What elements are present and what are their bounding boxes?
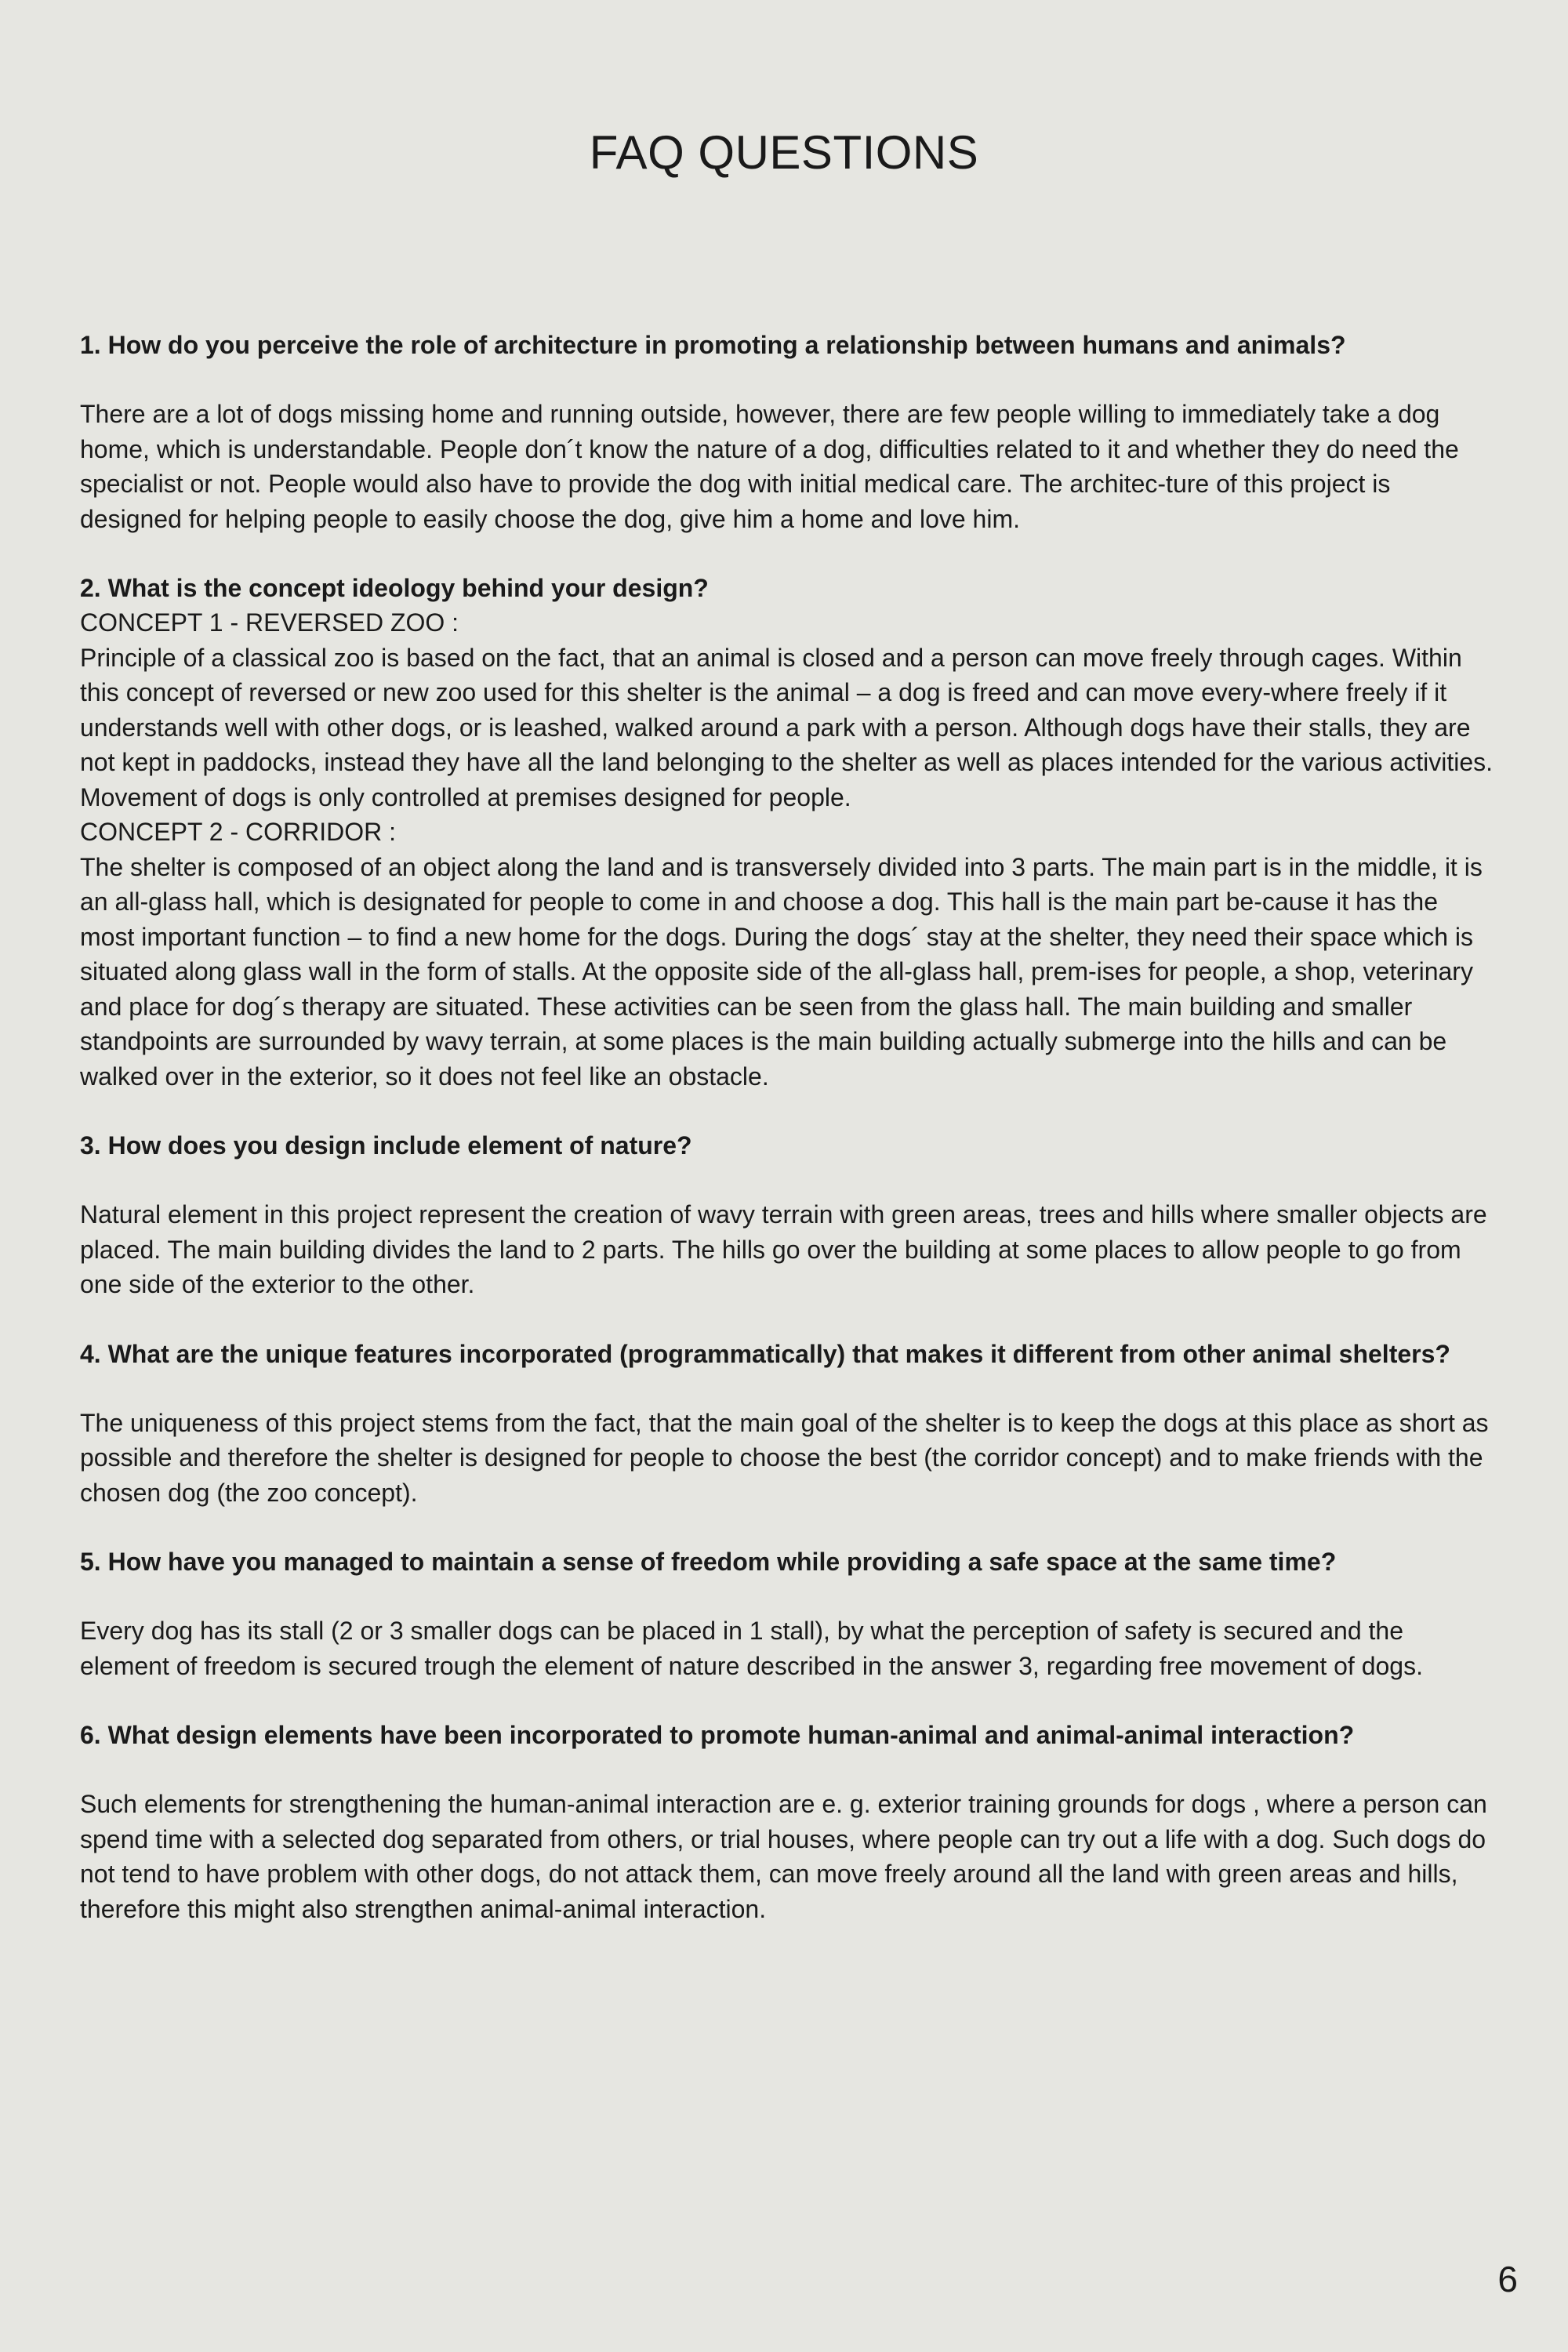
page-number: 6 (1497, 2259, 1518, 2299)
faq-item-1 (80, 328, 1499, 536)
page-title: FAQ QUESTIONS (589, 126, 979, 179)
faq-question-5: 5. How have you managed to maintain a sense of freedom while providing a safe space at the same time? (80, 1548, 1337, 1576)
faq-question-4: 4. What are the unique features incorporated (programmatically) that makes it different from other animal shelters? (80, 1339, 1450, 1368)
faq-item-2 (80, 571, 1499, 1094)
faq-item-5 (80, 1544, 1499, 1683)
faq-answer-5: Every dog has its stall (2 or 3 smaller dogs can be placed in 1 stall), by what the perception of safety is secured and the element of freedom is secured trough the element of nature described in the answer 3, regarding free movement of dogs. (80, 1617, 1423, 1680)
faq-question-3: 3. How does you design include element of nature? (80, 1131, 692, 1160)
faq-item-4 (80, 1337, 1499, 1511)
faq-answer-6: Such elements for strengthening the human-animal interaction are e. g. exterior training grounds for dogs , where a person can spend time with a selected dog separated from others, or trial houses, where people can try out a life with a dog. Such dogs do not tend to have problem with other dogs, do not attack them, can move freely around all the land with green areas and hills, therefore this might also strengthen animal-animal interaction. (80, 1790, 1487, 1923)
concept-1-label: CONCEPT 1 - REVERSED ZOO : (80, 608, 459, 637)
faq-item-6 (80, 1718, 1499, 1926)
faq-answer-4: The uniqueness of this project stems from the fact, that the main goal of the shelter is to keep the dogs at this place as short as possible and therefore the shelter is designed for people to choose the best (the corridor concept) and to make friends with the chosen dog (the zoo concept). (80, 1408, 1489, 1507)
concept-1-text: Principle of a classical zoo is based on the fact, that an animal is closed and a person can move freely through cages. Within this concept of reversed or new zoo used for this shelter is the animal – a dog is freed and can move every-where freely if it understands well with other dogs, or is leashed, walked around a park with a person. Although dogs have their stalls, they are not kept in paddocks, instead they have all the land belonging to the shelter as well as places intended for the various activities. Movement of dogs is only controlled at premises designed for people. (80, 643, 1493, 811)
concept-2-label: CONCEPT 2 - CORRIDOR : (80, 818, 396, 846)
faq-answer-1: There are a lot of dogs missing home and running outside, however, there are few people willing to immediately take a dog home, which is understandable. People don´t know the nature of a dog, difficulties related to it and whether they do need the specialist or not. People would also have to provide the dog with initial medical care. The architec-ture of this project is designed for helping people to easily choose the dog, give him a home and love him. (80, 400, 1459, 533)
concept-2-text: The shelter is composed of an object along the land and is transversely divided into 3 parts. The main part is in the middle, it is an all-glass hall, which is designated for people to come in and choose a dog. This hall is the main part be-cause it has the most important function – to find a new home for the dogs. During the dogs´ stay at the shelter, they need their space which is situated along glass wall in the form of stalls. At the opposite side of the all-glass hall, prem-ises for people, a shop, veterinary and place for dog´s therapy are situated. These activities can be seen from the glass hall. The main building and smaller standpoints are surrounded by wavy terrain, at some places is the main building actually submerge into the hills and can be walked over in the exterior, so it does not feel like an obstacle. (80, 852, 1483, 1091)
faq-question-2: 2. What is the concept ideology behind your design? (80, 574, 709, 602)
faq-content (80, 328, 1499, 1926)
faq-question-6: 6. What design elements have been incorporated to promote human-animal and animal-animal interaction? (80, 1721, 1355, 1749)
faq-item-3 (80, 1128, 1499, 1302)
faq-question-1: 1. How do you perceive the role of architecture in promoting a relationship between humans and animals? (80, 331, 1346, 359)
faq-answer-3: Natural element in this project represent the creation of wavy terrain with green areas, trees and hills where smaller objects are placed. The main building divides the land to 2 parts. The hills go over the building at some places to allow people to go from one side of the exterior to the other. (80, 1200, 1487, 1298)
